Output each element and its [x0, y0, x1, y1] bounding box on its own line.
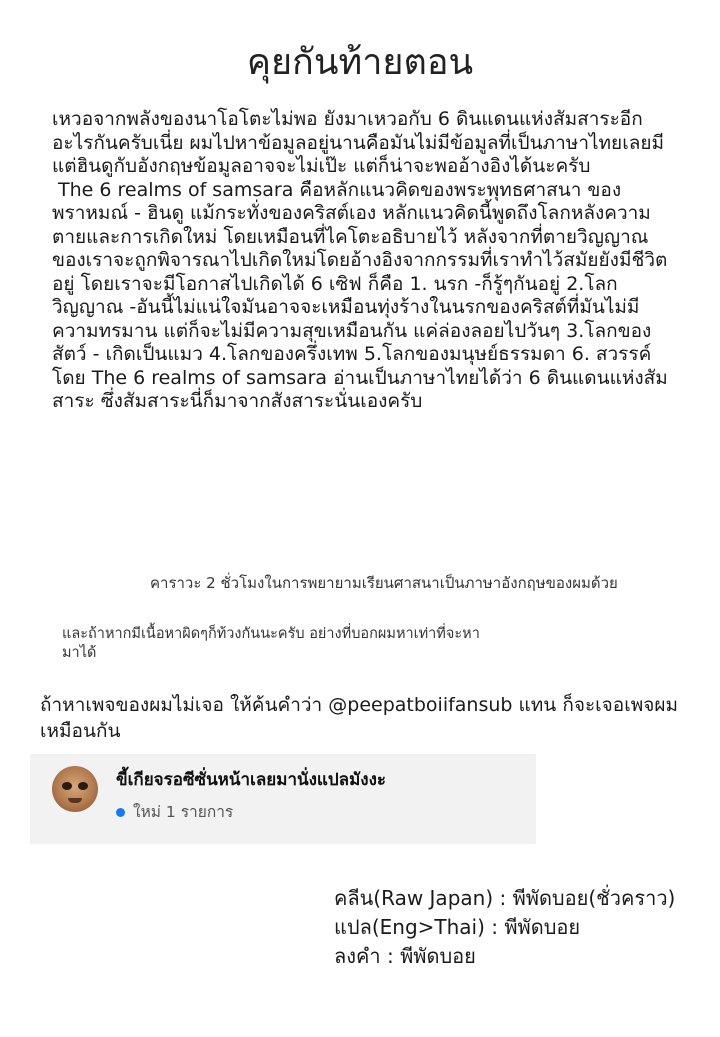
notification-status: [116, 801, 233, 823]
new-dot-icon: [116, 808, 125, 817]
avatar-eye-right: [78, 782, 88, 790]
afterword-body: [52, 108, 674, 414]
avatar-mouth: [68, 798, 82, 803]
study-note: คาราวะ 2 ชั่วโมงในการพยายามเรียนศาสนาเป็นภาษาอังกฤษของผมด้วย: [150, 574, 618, 592]
page-title: คุยกันท้ายตอน: [246, 42, 474, 83]
credits: [334, 884, 720, 971]
credit-translate: แปล(Eng>Thai) : พีพัดบอย: [334, 915, 581, 939]
facebook-page-card[interactable]: [30, 754, 536, 844]
correction-note: และถ้าหากมีเนื้อหาผิดๆก็ท้วงกันนะครับ อย่างที่บอกผมหาเท่าที่จะหามาได้: [62, 626, 480, 661]
notification-status-text: ใหม่ 1 รายการ: [133, 803, 234, 821]
page-avatar[interactable]: [52, 766, 98, 812]
afterword-paragraph-intro: เหวอจากพลังของนาโอโตะไม่พอ ยังมาเหวอกับ 6 ดินแดนแห่งสัมสาระอีก อะไรกันครับเนี่ย ผมไปหาข้อมูลอยู่นานคือมันไม่มีข้อมูลที่เป็นภาษาไทยเลยมีแต่ฮินดูกับอังกฤษข้อมูลอาจจะไม่เป๊ะ แต่ก็น่าจะพออ้างอิงได้นะครับ: [52, 108, 664, 177]
credit-typeset: ลงคำ : พีพัดบอย: [334, 944, 476, 968]
page-name[interactable]: ขี้เกียจรอซีซั่นหน้าเลยมานั่งแปลมังงะ: [116, 770, 387, 790]
avatar-eye-left: [62, 782, 72, 790]
page-search-hint: ถ้าหาเพจของผมไม่เจอ ให้ค้นคำว่า @peepatboiifansub แทน ก็จะเจอเพจผมเหมือนกัน: [40, 694, 679, 742]
credit-clean: คลีน(Raw Japan) : พีพัดบอย(ชั่วคราว): [334, 886, 676, 910]
afterword-paragraph-samsara: The 6 realms of samsara คือหลักแนวคิดของพระพุทธศาสนา ของพราหมณ์ - ฮินดู แม้กระทั่งของคริสต์เอง หลักแนวคิดนี้พูดถึงโลกหลังความตายและการเกิดใหม่ โดยเหมือนที่ไคโตะอธิบายไว้ หลังจากที่ตายวิญญาณของเราจะถูกพิจารณาไปเกิดใหม่โดยอ้างอิงจากกรรมที่เราทำไว้สมัยยังมีชีวิตอยู่ โดยเราจะมีโอกาสไปเกิดได้ 6 เซิฟ ก็คือ 1. นรก -ก็รู้ๆกันอยู่ 2.โลกวิญญาณ -อันนี้ไม่แน่ใจมันอาจจะเหมือนทุ่งร้างในนรกของคริสต์ที่มันไม่มีความทรมาน แต่ก็จะไม่มีความสุขเหมือนกัน แค่ล่องลอยไปวันๆ 3.โลกของสัตว์ - เกิดเป็นแมว 4.โลกของครึ่งเทพ 5.โลกของมนุษย์ธรรมดา 6. สวรรค์ โดย The 6 realms of samsara อ่านเป็นภาษาไทยได้ว่า 6 ดินแดนแห่งสัมสาระ ซึ่งสัมสาระนี่ก็มาจากสังสาระนั่นเองครับ: [52, 178, 668, 412]
